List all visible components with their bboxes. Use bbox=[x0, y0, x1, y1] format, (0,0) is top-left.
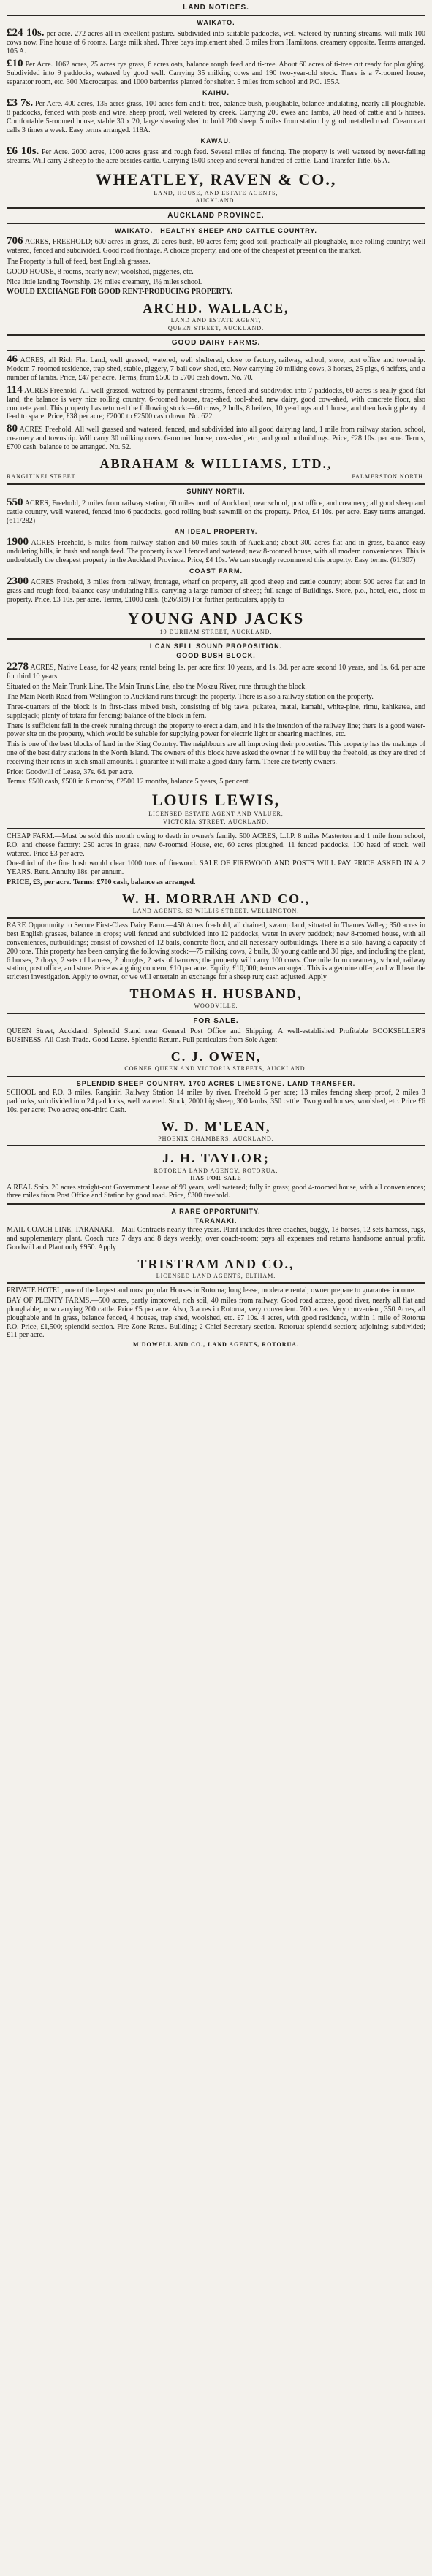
listing-price: £10 bbox=[7, 58, 23, 69]
listing-acres: 550 bbox=[7, 496, 23, 508]
listing-line: Nice little landing Township, 2½ miles creamery, 1½ miles school. bbox=[7, 277, 202, 286]
agent-address: LICENSED LAND AGENTS, ELTHAM. bbox=[156, 1272, 276, 1279]
listing-ad bbox=[7, 576, 425, 605]
listing-acres: 46 bbox=[7, 353, 18, 366]
listing-text: Per Acre. 400 acres, 135 acres grass, 100 acres fern and ti-tree, balance bush, ploughable, balance undulating, nearly all ploughable. 8 paddocks, fenced with posts and wire, sheep proof, well watered by creek. Carrying 200 ewes and lambs, 20 head of cattle and 5 horses. Comfortable 5-roomed house, stable 30 x 20, large shearing shed to hold 200 sheep. 5 miles from station by good metalled road. Cream cart calls 3 times a week. Easy terms arranged. 118A. bbox=[7, 100, 426, 134]
listing-ad bbox=[7, 385, 425, 421]
section-subheading: GOOD BUSH BLOCK. bbox=[176, 651, 256, 659]
good-dairy-header: GOOD DAIRY FARMS. bbox=[171, 339, 261, 348]
listing-text: ACRES Freehold. All well grassed and watered, fenced, and subdivided into all good dairying land, 1 mile from railway station, school, creamery and township. Will carry 30 milking cows. 6-roomed house, cow-shed, etc., and good outbuildings. Price, £28 10s. per acre. Terms, £700 cash. balance to be arranged. No. 52. bbox=[7, 426, 425, 451]
divider bbox=[7, 334, 425, 336]
listing-para: QUEEN Street, Auckland. Splendid Stand near General Post Office and Shipping. A well-established Profitable BOOKSELLER'S BUSINESS. All Cash Trade. Good Lease. Splendid Return. Full particulars from Sole Agent— bbox=[7, 1027, 425, 1045]
listing-text: ACRES, Native Lease, for 42 years; rental being 1s. per acre first 10 years, and 1s. 3d. per acre second 10 years, and 1s. 6d. per acre for third 10 years. bbox=[7, 663, 425, 681]
listing-para: BAY OF PLENTY FARMS.—500 acres, partly improved, rich soil, 40 miles from railway. Good road access, good river, nearly all flat and ploughable; now carrying 200 cattle. Price £5 per acre. Also, 3 acres in Rotorua, very convenient. 700 acres. Very convenient, 350 Acres, all ploughable and in grass, balance fenced, 4 houses, trap shed, woolshed, etc. £7 10s. 4 acres, with good residence, within 1 mile of Rotorua P.O. Price, £1,500; splendid section. Fire Zone Rates. Building; 2 Chief Secretary section. Rotorua: splendid section; adjoining; subdivided; £11 per acre. bbox=[7, 1297, 425, 1340]
listing-acres: 2278 bbox=[7, 660, 29, 672]
section-subheading: I CAN SELL SOUND PROPOSITION. bbox=[149, 643, 283, 651]
listing-price: £6 10s. bbox=[7, 145, 39, 158]
listing-ad bbox=[7, 423, 425, 452]
agent-address: PHOENIX CHAMBERS, AUCKLAND. bbox=[158, 1135, 274, 1142]
listing-para: CHEAP FARM.—Must be sold this month owing to death in owner's family. 500 ACRES, L.I.P. 8 miles Masterton and 1 mile from school, P.O. and cheese factory: 250 acres in grass, new 6-roomed House, etc, 60 acres ploughed, 11 fenced paddocks, 100 head of stock, well watered. Price £3 per acre. bbox=[7, 832, 425, 858]
agent-address: LICENSED ESTATE AGENT AND VALUER, bbox=[148, 810, 284, 818]
listing-ad bbox=[7, 58, 425, 87]
agent-banner-abraham: ABRAHAM & WILLIAMS, LTD., bbox=[99, 456, 333, 471]
agent-street: RANGITIKEI STREET. bbox=[7, 472, 77, 480]
listing-text: ACRES, Freehold, 2 miles from railway station, 60 miles north of Auckland, near school, post office, and creamery; all good sheep and cattle country, well watered, fenced into 6 paddocks, good rolling bush sawmill on the property. Price, £4 10s. per acre. Easy terms arranged. (611/282) bbox=[7, 499, 425, 525]
section-subheading: A RARE OPPORTUNITY. bbox=[171, 1208, 261, 1216]
divider bbox=[7, 350, 425, 351]
section-subheading: AN IDEAL PROPERTY. bbox=[174, 527, 258, 535]
divider bbox=[7, 1076, 425, 1077]
agent-banner-wheatley: WHEATLEY, RAVEN & CO., bbox=[95, 170, 337, 188]
listing-para: MAIL COACH LINE, TARANAKI.—Mail Contracts nearly three years. Plant includes three coaches, buggy, 18 horses, 12 sets harness, rugs, and supplementary plant. Coach runs 7 days and 8 days weekly; over coach-room; pays all expenses and returns handsome annual profit. Goodwill and Plant only £950. Apply bbox=[7, 1226, 425, 1251]
listing-acres: 1900 bbox=[7, 536, 29, 548]
listing-para: PRIVATE HOTEL, one of the largest and most popular Houses in Rotorua; long lease, moderate rental; owner prepare to guarantee income. bbox=[7, 1287, 416, 1295]
divider bbox=[7, 1203, 425, 1205]
listing-para: This is one of the best blocks of land in the King Country. The neighbours are all improving their properties. This property has the makings of one of the best dairy stations in the North Island. The owners of this block have asked the owner if he will buy the freehold, as they are tired of receiving their rents in such small amounts. I guarantee it will make a good dairy farm. There are twenty owners. bbox=[7, 740, 425, 766]
listing-text: ACRES Freehold, 3 miles from railway, frontage, wharf on property, all good sheep and cattle country; about 500 acres flat and in grass and rough feed, balance easy undulating hills, carrying a large number of sheep; full range of Buildings. Store, p.o., hotel, etc., close to property. Price, £3 10s. per acre. Terms, £1000 cash. (626/319) For further particulars, apply to bbox=[7, 578, 425, 605]
agent-city: QUEEN STREET, AUCKLAND. bbox=[167, 324, 265, 331]
waikato-heading: WAIKATO. bbox=[197, 18, 235, 26]
listing-para: SCHOOL and P.O. 3 miles. Rangiriri Railway Station 14 miles by river. Freehold 5 per acre; 13 miles fencing sheep proof, 2 miles 3 paddocks, sub divided into 24 paddocks, well watered. Stock, 2000 big sheep, 300 lambs, 350 cattle. Two good houses, woolshed, etc. Price £6 10s. per acre; Two acres; one-third Cash. bbox=[7, 1089, 425, 1114]
listing-acres: 2300 bbox=[7, 575, 29, 588]
section-subheading: WAIKATO.—HEALTHY SHEEP AND CATTLE COUNTRY. bbox=[115, 226, 317, 234]
listing-para: There is sufficient fall in the creek running through the property to erect a dam, and it is the intention of the railway line; there is a good water-power site on the property, which would be suitable for supplying power for electric light or shearing machines, etc. bbox=[7, 721, 425, 739]
section-subheading: TARANAKI. bbox=[194, 1216, 238, 1224]
listing-para: PRICE, £3, per acre. Terms: £700 cash, balance as arranged. bbox=[7, 878, 196, 886]
agent-address: LAND, HOUSE, AND ESTATE AGENTS, bbox=[154, 189, 278, 196]
agent-city: WOODVILLE. bbox=[194, 1003, 238, 1010]
agent-address-row bbox=[7, 472, 425, 480]
listing-para: Situated on the Main Trunk Line. The Main Trunk Line, also the Mokau River, runs through the block. bbox=[7, 683, 307, 691]
agent-banner-husband: THOMAS H. HUSBAND, bbox=[129, 986, 303, 1002]
listing-text: ACRES, FREEHOLD; 600 acres in grass, 20 acres bush, 80 acres fern; good soil, practically all ploughable, nice rolling country; well watered, fenced and subdivided. Good road frontage. A choice property, and one of the cheapest at present on the market. bbox=[7, 238, 425, 256]
agent-banner-young-jacks: YOUNG AND JACKS bbox=[127, 608, 305, 627]
section-subheading: SUNNY NORTH. bbox=[186, 488, 246, 496]
listing-ad bbox=[7, 497, 425, 526]
listing-para: One-third of the fine bush would clear 1000 tons of firewood. SALE OF FIREWOOD AND POSTS WILL PAY PRICE ASKED IN A 2 YEARS. Rent. Annuity 18s. per annum. bbox=[7, 859, 425, 877]
agent-address: LAND AND ESTATE AGENT, bbox=[170, 317, 262, 324]
listing-ad bbox=[7, 28, 425, 56]
listing-para: Price: Goodwill of Lease, 37s. 6d. per acre. bbox=[7, 767, 134, 776]
listing-price: £3 7s. bbox=[7, 97, 34, 110]
agent-address: 19 DURHAM STREET, AUCKLAND. bbox=[159, 628, 273, 635]
listing-text: per acre. 272 acres all in excellent pasture. Subdivided into suitable paddocks, well watered by running streams, will milk 100 cows now. Fine house of 6 rooms. Large milk shed. Three bays implement shed. 3 miles from Hamiltons, creamery opposite. Terms arranged. 105 A. bbox=[7, 30, 425, 56]
agent-address: CORNER QUEEN AND VICTORIA STREETS, AUCKLAND. bbox=[124, 1065, 308, 1073]
agent-address: ROTORUA LAND AGENCY, ROTORUA, bbox=[154, 1167, 278, 1174]
auckland-province-header: AUCKLAND PROVINCE. bbox=[167, 211, 265, 220]
listing-text: ACRES Freehold. All well grassed, watered by permanent streams, fenced and subdivided into 7 paddocks, 60 acres is really good flat land, the balance is very nice rolling country. 6-roomed house, trap-shed, tool-shed, new dairy, good cow-shed, with concrete floor, also concrete yard. This property has returned the following stock:—60 cows, 2 bulls, 8 heifers, 10 yearlings and 1 horse, and then having plenty of feed to spare. Price, £38 per acre; £2000 to £2500 cash down. No. 622. bbox=[7, 386, 425, 421]
listing-para: The Main North Road from Wellington to Auckland runs through the property. There is also a railway station on the property. bbox=[7, 693, 374, 702]
divider bbox=[7, 1282, 425, 1284]
listing-para: Terms: £500 cash, £500 in 6 months, £2500 12 months, balance 5 years, 5 per cent. bbox=[7, 778, 251, 786]
land-notices-header: LAND NOTICES. bbox=[183, 4, 249, 12]
listing-para: A REAL Snip. 20 acres straight-out Government Lease of 99 years, well watered; fully in grass; good 4-roomed house, with all conveniences; three miles from Post Office and Station by good road. Price, £300 freehold. bbox=[7, 1183, 425, 1200]
listing-acres: 80 bbox=[7, 423, 18, 435]
divider bbox=[7, 15, 425, 16]
listing-line: GOOD HOUSE, 8 rooms, nearly new; woolshed, piggeries, etc. bbox=[7, 267, 194, 276]
listing-acres: 114 bbox=[7, 383, 23, 396]
agent-city: PALMERSTON NORTH. bbox=[352, 472, 425, 480]
listing-para: RARE Opportunity to Secure First-Class Dairy Farm.—450 Acres freehold, all drained, swamp land, situated in Thames Valley; 350 acres in best English grasses, balance in crops; well fenced and subdivided into 12 paddocks, water in every paddock; new 8-roomed house, with all conveniences, outbuildings; consist of cowshed of 12 bails, concrete floor, and all necessary outbuildings. There is a silo, having a capacity of 200 tons. This property has been carrying the following stock:—75 milking cows, 2 bulls, 30 young cattle and 30 pigs, and including the plant, 6 horses, 2 drays, 2 sets of harness, 2 ploughs, 2 sets of harrows; the property will carry 100 cows. One mile from creamery, school, railway station, post office, and store. Price as a going concern, £10 per acre. Equity, £10,000; terms arranged. This is a genuine offer, and will bear the strictest investigation. Apply to owner, or we will entertain an exchange for a sheep run; cash adjusted. Apply bbox=[7, 921, 425, 982]
listing-acres: 706 bbox=[7, 235, 23, 248]
agent-address: LAND AGENTS, 63 WILLIS STREET, WELLINGTON. bbox=[132, 908, 300, 914]
divider bbox=[7, 1145, 425, 1146]
agent-banner-mlean: W. D. M'LEAN, bbox=[161, 1119, 271, 1134]
section-subheading: SPLENDID SHEEP COUNTRY. 1700 ACRES LIMESTONE. LAND TRANSFER. bbox=[76, 1079, 356, 1087]
listing-price: £24 10s. bbox=[7, 27, 45, 39]
kaihu-heading: KAIHU. bbox=[202, 88, 230, 96]
agent-banner-owen: C. J. OWEN, bbox=[170, 1049, 262, 1065]
listing-ad bbox=[7, 662, 425, 681]
agent-banner-morrah: W. H. MORRAH AND CO., bbox=[121, 891, 311, 906]
listing-ad bbox=[7, 354, 425, 383]
agent-city: AUCKLAND. bbox=[195, 197, 237, 204]
for-sale-header: FOR SALE. bbox=[193, 1016, 239, 1025]
divider bbox=[7, 223, 425, 224]
divider bbox=[7, 638, 425, 640]
listing-ad bbox=[7, 146, 425, 166]
listing-text: ACRES Freehold, 5 miles from railway station and 60 miles south of Auckland; about 300 acres flat and in grass, balance easy undulating hills, in bush and rough feed. The property is well fenced and watered; new 8-roomed house, with all modern conveniences. This is undoubtedly the cheapest property in the Auckland Province. Price, £4 10s. We can strongly recommend this property. Easy terms. (61/307) bbox=[7, 539, 425, 564]
listing-para: Three-quarters of the block is in first-class mixed bush, consisting of big tawa, pukatea, matai, kamahi, white-pine, rimu, kahikatea, and supplejack; plenty of totara for fencing; balance of the block in fern. bbox=[7, 702, 425, 720]
agent-city: VICTORIA STREET, AUCKLAND. bbox=[163, 818, 269, 825]
listing-text: Per Acre. 1062 acres, 25 acres rye grass, 6 acres oats, balance rough feed and ti-tree. About 60 acres of ti-tree cut ready for ploughing. Subdivided into 9 paddocks, watered by good well. Carrying 35 milking cows and 190 two-year-old stock. There is a 7-roomed house, separator room, etc. 300 Macrocarpas, and 1000 berberries planted for shelter. 5 miles from school and P.O. 155A bbox=[7, 61, 425, 86]
listing-ad bbox=[7, 98, 425, 134]
divider bbox=[7, 917, 425, 919]
agent-banner-taylor: J. H. TAYLOR; bbox=[162, 1151, 270, 1166]
listing-text: ACRES, all Rich Flat Land, well grassed, watered, well sheltered, close to factory, railway, school, store, post office and township. Modern 7-roomed residence, trap-shed, stable, piggery, 7-bail cow-shed, etc. Now carrying 20 milking cows, 3 horses, 25 pigs, 6 heifers, and a number of lambs. Price, £47 per acre. Terms, from £500 to £700 cash down. No. 70. bbox=[7, 356, 426, 382]
section-subheading: COAST FARM. bbox=[189, 567, 243, 575]
divider bbox=[7, 207, 425, 209]
agent-tagline: HAS FOR SALE bbox=[190, 1175, 242, 1182]
agent-banner-louis-lewis: LOUIS LEWIS, bbox=[151, 791, 281, 810]
divider bbox=[7, 483, 425, 485]
listing-ad bbox=[7, 537, 425, 565]
agent-footer-mdowell: M'DOWELL AND CO., LAND AGENTS, ROTORUA. bbox=[132, 1341, 300, 1349]
kawau-heading: KAWAU. bbox=[200, 137, 232, 145]
listing-line: The Property is full of feed, best English grasses. bbox=[7, 258, 151, 267]
listing-ad bbox=[7, 236, 425, 256]
divider bbox=[7, 1013, 425, 1014]
agent-banner-tristram: TRISTRAM AND CO., bbox=[137, 1256, 295, 1271]
listing-text: Per Acre. 2000 acres, 1000 acres grass and rough feed. Several miles of fencing. The property is well watered by never-failing streams. Will carry 2 sheep to the acre besides cattle. Carrying 1500 sheep and several hundred of cattle. Land Transfer Title. 65 A. bbox=[7, 148, 426, 166]
agent-banner-wallace: ARCHD. WALLACE, bbox=[143, 301, 289, 316]
listing-line: WOULD EXCHANGE FOR GOOD RENT-PRODUCING PROPERTY. bbox=[7, 288, 232, 296]
divider bbox=[7, 828, 425, 829]
